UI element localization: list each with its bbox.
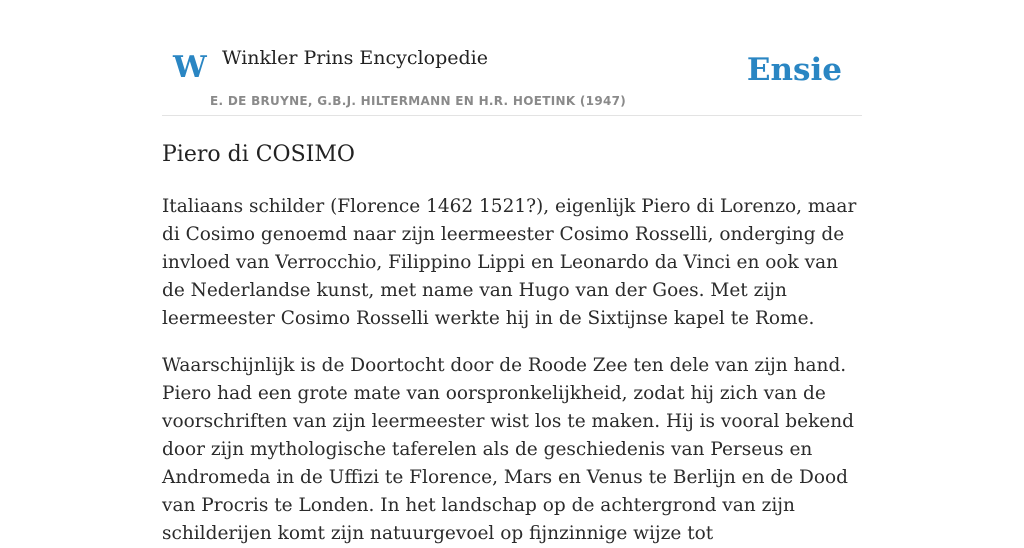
publication-logo-icon[interactable]: W: [173, 50, 207, 85]
article: [162, 138, 864, 548]
publication-title[interactable]: Winkler Prins Encyclopedie: [222, 47, 488, 69]
header: [162, 0, 862, 116]
article-paragraph: Waarschijnlijk is de Doortocht door de Roode Zee ten dele van zijn hand. Piero had een grote mate van oorspronkelijkheid, zodat hij zich van de voorschriften van zijn leermeester wist los te maken. Hij is vooral bekend door zijn mythologische taferelen als de geschiedenis van Perseus en Andromeda in de Uffizi te Florence, Mars en Venus te Berlijn en de Dood van Procris te Londen. In het landschap op de achtergrond van zijn schilderijen komt zijn natuurgevoel op fijnzinnige wijze tot: [162, 355, 855, 544]
brand-logo[interactable]: Ensie: [746, 52, 842, 88]
article-paragraph: Italiaans schilder (Florence 1462 1521?), eigenlijk Piero di Lorenzo, maar di Cosimo genoemd naar zijn leermeester Cosimo Rosselli, onderging de invloed van Verrocchio, Filippino Lippi en Leonardo da Vinci en ook van de Nederlandse kunst, met name van Hugo van der Goes. Met zijn leermeester Cosimo Rosselli werkte hij in de Sixtijnse kapel te Rome.: [162, 196, 857, 329]
publication-authors: E. DE BRUYNE, G.B.J. HILTERMANN EN H.R. HOETINK (1947): [210, 94, 627, 108]
article-title: Piero di COSIMO: [162, 142, 355, 167]
